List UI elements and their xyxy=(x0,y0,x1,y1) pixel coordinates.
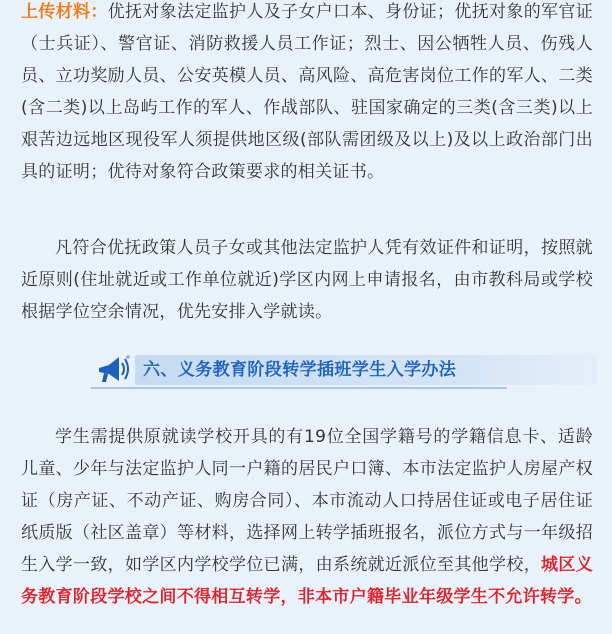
upload-materials-label: 上传材料： xyxy=(21,2,108,22)
application-paragraph: 凡符合优抚政策人员子女或其他法定监护人凭有效证件和证明，按照就近原则(住址就近或工作单位就近)学区内网上申请报名，由市教科局或学校根据学位空余情况，优先安排入学就读。 xyxy=(21,238,593,322)
section-title: 六、义务教育阶段转学插班学生入学办法 xyxy=(143,360,457,380)
transfer-paragraph xyxy=(21,421,593,613)
upload-materials-paragraph xyxy=(21,0,593,188)
section-underline xyxy=(91,387,507,389)
megaphone-icon xyxy=(93,353,133,387)
transfer-highlight: 城区义务教育阶段学校之间不得相互转学，非本市户籍毕业年级学生不允许转学。 xyxy=(21,555,593,607)
transfer-text: 学生需提供原就读学校开具的有19位全国学籍号的学籍信息卡、适龄儿童、少年与法定监护人同一户籍的居民户口簿、本市法定监护人房屋产权证（房产证、不动产证、购房合同）、本市流动人口持居住证或电子居住证纸质版（社区盖章）等材料，选择网上转学插班报名，派位方式与一年级招生入学一致，如学区内学校学位已满，由系统就近派位至其他学校， xyxy=(21,427,593,575)
upload-materials-text: 优抚对象法定监护人及子女户口本、身份证；优抚对象的军官证（士兵证）、警官证、消防救援人员工作证；烈士、因公牺牲人员、伤残人员、立功奖励人员、公安英模人员、高风险、高危害岗位工作的军人、二类(含二类)以上岛屿工作的军人、作战部队、驻国家确定的三类(含三类)以上艰苦边远地区现役军人须提供地区级(部队需团级及以上)及以上政治部门出具的证明；优待对象符合政策要求的相关证书。 xyxy=(21,2,593,182)
section-heading xyxy=(93,353,519,387)
